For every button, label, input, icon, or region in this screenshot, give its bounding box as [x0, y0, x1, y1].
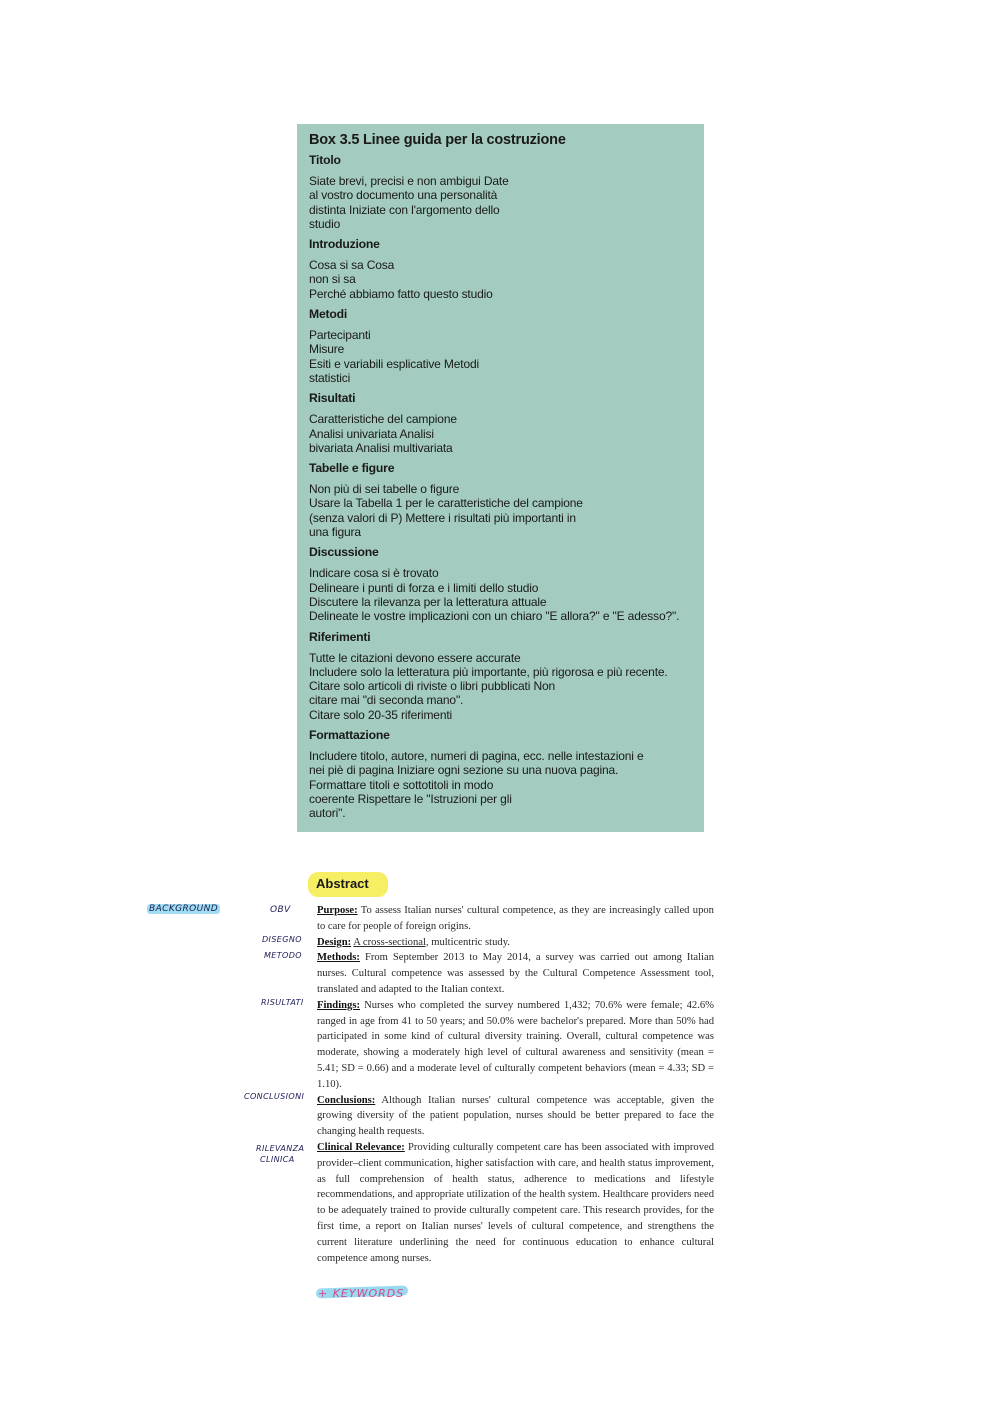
section-body-riferimenti [309, 651, 704, 722]
relevance-label: Clinical Relevance: [317, 1141, 405, 1153]
abstract-heading-wrap [308, 872, 369, 891]
note-risultati: RISULTATI [261, 998, 304, 1007]
body-line: Perché abbiamo fatto questo studio [309, 286, 493, 301]
design-underlined-text: A cross-sectional, [353, 936, 429, 948]
section-body-formattazione [309, 749, 704, 820]
note-metodo: METODO [264, 951, 302, 960]
section-heading-metodi: Metodi [309, 307, 348, 322]
body-line: Delineate le vostre implicazioni con un chiaro "E allora?" e "E adesso?". [309, 609, 680, 624]
body-line: Citare solo 20-35 riferimenti [309, 707, 453, 722]
methods-label: Methods: [317, 952, 360, 964]
body-line: Discutere la rilevanza per la letteratura attuale [309, 594, 547, 609]
relevance-text: Providing culturally competent care has been associated with improved provider–client communication, higher satisfaction with care, and health status improvement, as full comprehension of health status, adherence to medications and lifestyle recommendations, and appropriate utilization of the health system. Healthcare providers need to be adequately trained to provide culturally competent care. This research provides, for the first time, a report on Italian nurses' levels of cultural competence, and strengthens the current literature underlining the need for continuous education to enhance cultural competence among nurses. [317, 1141, 714, 1264]
purpose-text: To assess Italian nurses' cultural competence, as they are increasingly called upon to care for people of foreign origins. [317, 905, 714, 932]
body-line: Esiti e variabili esplicative Metodi [309, 356, 480, 371]
body-line: Citare solo articoli di riviste o libri pubblicati Non [309, 679, 556, 694]
body-line: Caratteristiche del campione [309, 412, 457, 427]
findings-label: Findings: [317, 999, 360, 1011]
body-line: Delineare i punti di forza e i limiti dello studio [309, 580, 539, 595]
abstract-body [317, 903, 714, 1266]
body-line: non si sa [309, 272, 356, 287]
body-line: Misure [309, 342, 345, 357]
note-background: BACKGROUND [149, 904, 219, 914]
section-body-metodi [309, 328, 704, 385]
section-body-introduzione [309, 258, 704, 301]
abstract-clinical-relevance [317, 1140, 714, 1266]
body-line: autori". [309, 806, 346, 821]
abstract-methods [317, 950, 714, 997]
note-keywords [318, 1284, 404, 1302]
conclusions-label: Conclusions: [317, 1094, 376, 1106]
box-title: Box 3.5 Linee guida per la costruzione [309, 132, 566, 148]
note-rilevanza: RILEVANZA [256, 1144, 305, 1153]
section-body-risultati [309, 412, 704, 455]
body-line: una figura [309, 525, 361, 540]
section-heading-titolo: Titolo [309, 153, 341, 167]
note-clinica: CLINICA [260, 1155, 295, 1164]
abstract-design [317, 935, 714, 951]
note-disegno: DISEGNO [262, 935, 302, 944]
section-body-titolo [309, 174, 704, 231]
body-line: (senza valori di P) Mettere i risultati più importanti in [309, 510, 576, 525]
body-line: Partecipanti [309, 328, 371, 343]
section-heading-risultati: Risultati [309, 391, 356, 406]
methods-text: From September 2013 to May 2014, a survey was carried out among Italian nurses. Cultural competence was assessed by the Cultural Competence Assessment tool, translated and adapted to the Italian context. [317, 952, 714, 995]
design-text: multicentric study. [431, 936, 510, 948]
conclusions-text: Although Italian nurses' cultural competence was acceptable, given the growing diversity of the patient population, nurses should be better prepared to face the changing health requests. [317, 1094, 714, 1138]
abstract-heading: Abstract [316, 876, 369, 891]
purpose-label: Purpose: [317, 905, 358, 916]
body-line: Formattare titoli e sottotitoli in modo [309, 777, 494, 792]
guidelines-box [297, 124, 704, 832]
section-body-tabelle-e-figure [309, 482, 704, 539]
abstract-purpose [317, 903, 714, 935]
body-line: bivariata Analisi multivariata [309, 440, 453, 455]
body-line: statistici [309, 370, 351, 385]
body-line: Analisi univariata Analisi [309, 426, 434, 441]
body-line: distinta Iniziate con l'argomento dello [309, 202, 500, 217]
body-line: Usare la Tabella 1 per le caratteristiche del campione [309, 496, 583, 511]
abstract-findings [317, 998, 714, 1093]
body-line: Tutte le citazioni devono essere accurate [309, 650, 521, 665]
body-line: Non più di sei tabelle o figure [309, 482, 460, 497]
body-line: citare mai "di seconda mano". [309, 693, 464, 708]
body-line: Siate brevi, precisi e non ambigui Date [309, 174, 509, 188]
body-line: studio [309, 216, 341, 231]
body-line: nei piè di pagina Iniziare ogni sezione su una nuova pagina. [309, 763, 619, 778]
body-line: Cosa si sa Cosa [309, 258, 395, 273]
design-label: Design: [317, 936, 352, 948]
abstract-conclusions [317, 1093, 714, 1140]
note-conclusioni: CONCLUSIONI [244, 1092, 305, 1101]
section-heading-formattazione: Formattazione [309, 728, 390, 743]
section-heading-riferimenti: Riferimenti [309, 629, 371, 644]
keywords-text: + KEYWORDS [318, 1287, 405, 1300]
body-line: al vostro documento una personalità [309, 188, 498, 203]
findings-text: Nurses who completed the survey numbered 1,432; 70.6% were female; 42.6% ranged in age from 41 to 50 years; and 50.0% were bachelor's prepared. More than 50% had participated in some kind of cultural diversity training. Overall, cultural competence was moderate, showing a moderately high level of cultural awareness and sensitivity (mean = 5.41; SD = 0.66) and a moderate level of culturally competent behaviors (mean = 4.33; SD = 1.10). [317, 999, 714, 1090]
section-heading-tabelle-e-figure: Tabelle e figure [309, 461, 395, 476]
body-line: Indicare cosa si è trovato [309, 566, 439, 581]
note-obv: OBV [270, 905, 291, 915]
body-line: coerente Rispettare le "Istruzioni per gli [309, 791, 512, 806]
section-heading-introduzione: Introduzione [309, 237, 380, 252]
body-line: Includere titolo, autore, numeri di pagina, ecc. nelle intestazioni e [309, 749, 644, 764]
section-body-discussione [309, 566, 704, 623]
body-line: Includere solo la letteratura più importante, più rigorosa e più recente. [309, 664, 668, 679]
section-heading-discussione: Discussione [309, 545, 379, 560]
